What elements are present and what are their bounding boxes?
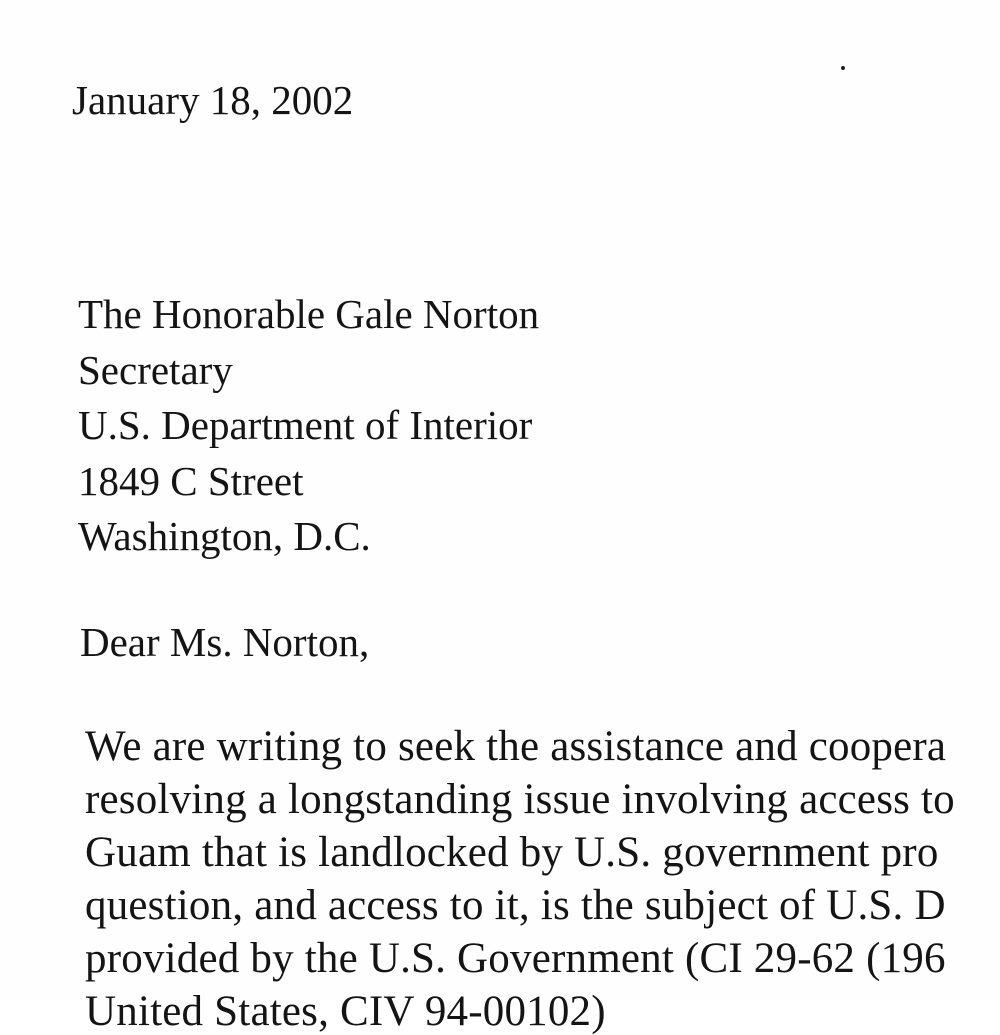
body-line: question, and access to it, is the subject of U.S. D	[85, 882, 946, 929]
scan-speck	[841, 66, 845, 70]
body-line: We are writing to seek the assistance and coopera	[85, 723, 947, 770]
recipient-title: Secretary	[78, 347, 233, 393]
body-line: United States, CIV 94-00102)	[85, 988, 606, 1035]
body-line: resolving a longstanding issue involving access to	[85, 776, 955, 823]
recipient-name: The Honorable Gale Norton	[78, 291, 540, 337]
body-line: provided by the U.S. Government (CI 29-62 (196	[85, 935, 946, 982]
recipient-organization: U.S. Department of Interior	[78, 402, 533, 448]
body-line: Guam that is landlocked by U.S. government pro	[85, 829, 939, 876]
letter-date: January 18, 2002	[72, 77, 354, 123]
salutation: Dear Ms. Norton,	[80, 619, 370, 665]
recipient-city: Washington, D.C.	[78, 513, 371, 559]
recipient-street: 1849 C Street	[78, 458, 304, 504]
